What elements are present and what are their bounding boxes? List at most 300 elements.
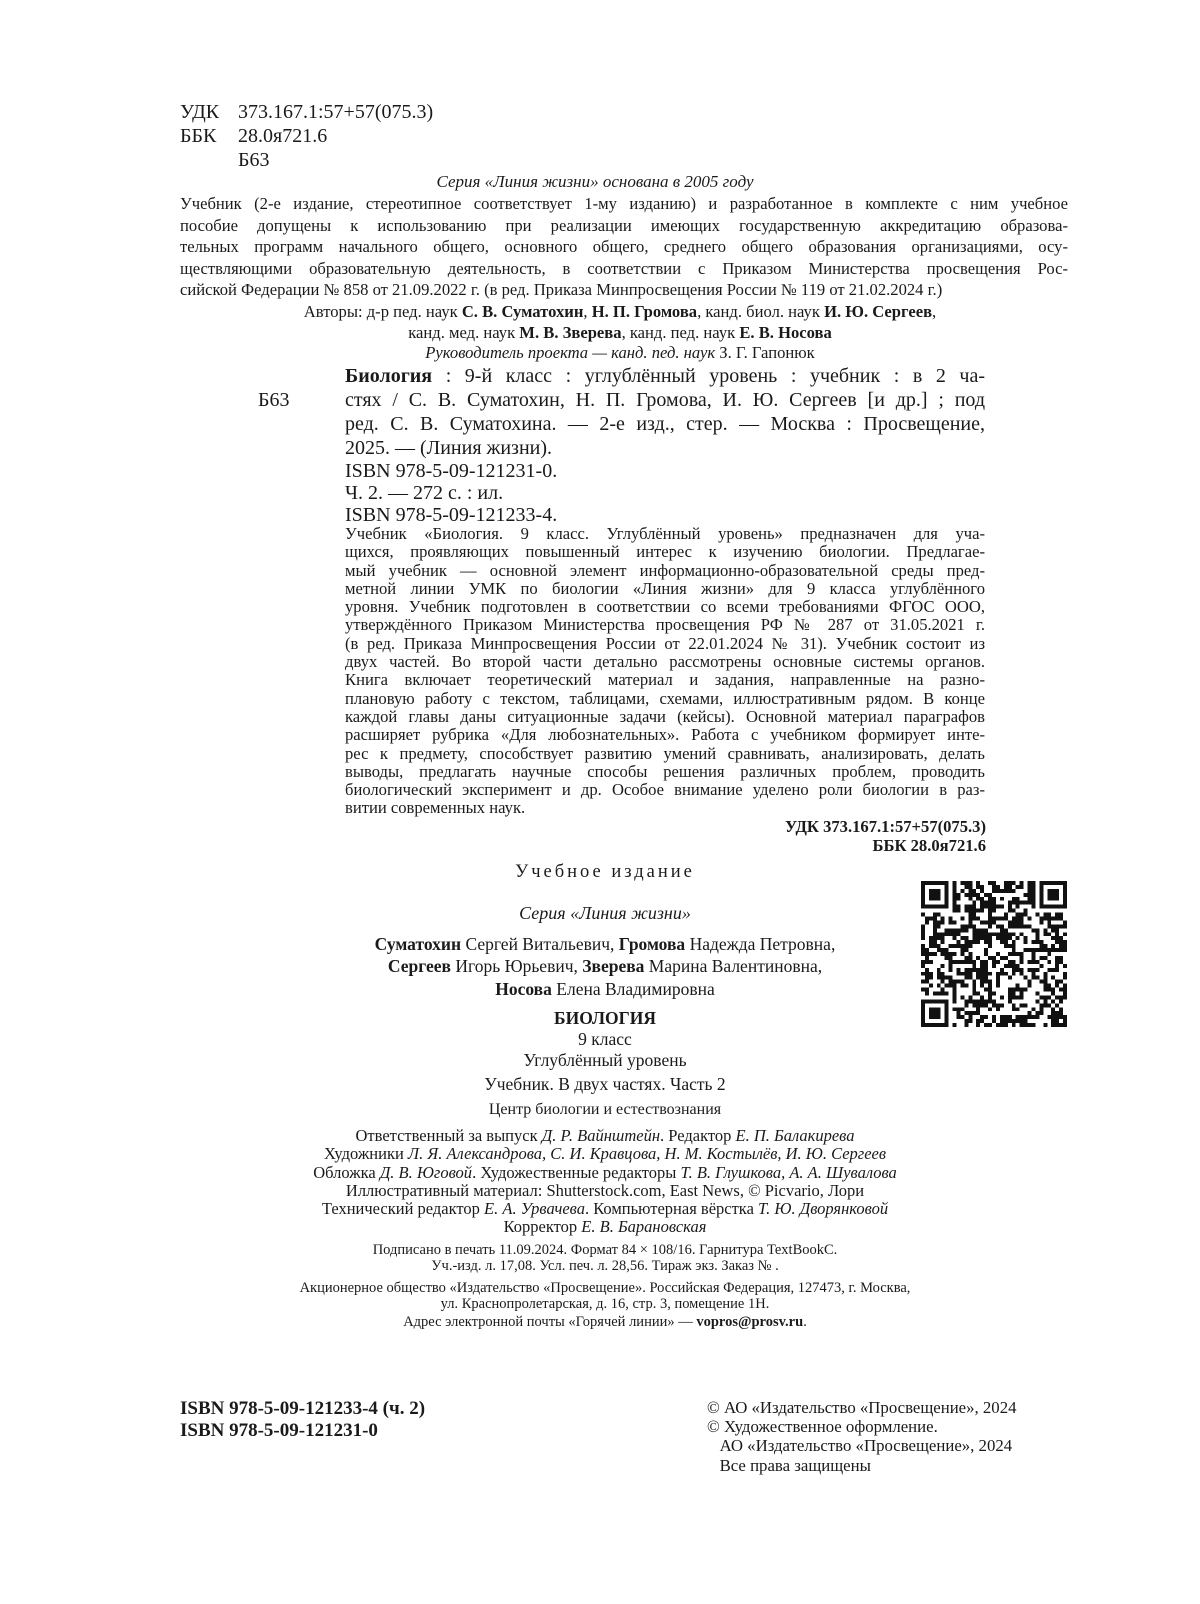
qr-module: [1028, 1011, 1032, 1015]
qr-module: [929, 936, 933, 940]
qr-module: [960, 952, 964, 956]
qr-module: [1051, 1011, 1055, 1015]
qr-module: [960, 1007, 964, 1011]
qr-module: [1047, 988, 1051, 992]
qr-module: [929, 976, 933, 980]
qr-module: [1028, 893, 1032, 897]
qr-module: [992, 901, 996, 905]
qr-module: [945, 984, 949, 988]
qr-module: [1043, 905, 1047, 909]
text-segment: Елена Владимировна: [551, 978, 715, 999]
qr-module: [1016, 1007, 1020, 1011]
qr-module: [1035, 948, 1039, 952]
qr-module: [964, 972, 968, 976]
qr-module: [1016, 988, 1020, 992]
qr-module: [988, 988, 992, 992]
qr-module: [968, 1019, 972, 1023]
qr-module: [921, 928, 925, 932]
qr-module: [1031, 889, 1035, 893]
qr-module: [953, 889, 957, 893]
qr-module: [925, 972, 929, 976]
qr-module: [1059, 913, 1063, 917]
qr-module: [937, 924, 941, 928]
qr-module: [1047, 881, 1051, 885]
qr-module: [1051, 1019, 1055, 1023]
qr-code[interactable]: [920, 881, 1068, 1027]
qr-module: [941, 988, 945, 992]
qr-module: [1004, 936, 1008, 940]
qr-module: [1047, 968, 1051, 972]
qr-module: [945, 905, 949, 909]
qr-module: [988, 980, 992, 984]
qr-module: [1031, 976, 1035, 980]
qr-module: [1055, 964, 1059, 968]
qr-module: [921, 1003, 925, 1007]
qr-module: [937, 889, 941, 893]
qr-module: [1004, 932, 1008, 936]
qr-module: [972, 964, 976, 968]
text-line: тельных программ начального общего, основного общего, среднего общего образования организациями, осу-: [180, 237, 1068, 257]
text-line: уровня. Учебник подготовлен в соответствии со всеми требованиями ФГОС ООО,: [345, 597, 985, 617]
qr-module: [1012, 1007, 1016, 1011]
text-segment: Сергеев: [387, 956, 451, 977]
qr-module: [1055, 905, 1059, 909]
qr-module: [957, 893, 961, 897]
qr-module: [1012, 901, 1016, 905]
book-level: Углублённый уровень: [523, 1050, 687, 1070]
qr-module: [984, 932, 988, 936]
qr-module: [1043, 944, 1047, 948]
qr-module: [1063, 972, 1067, 976]
qr-module: [1008, 1019, 1012, 1023]
qr-module: [1063, 881, 1067, 885]
qr-module: [1043, 956, 1047, 960]
qr-module: [1063, 948, 1067, 952]
qr-module: [976, 881, 980, 885]
qr-module: [1063, 1015, 1067, 1019]
qr-module: [1063, 920, 1067, 924]
text-line: УДК 373.167.1:57+57(075.3): [784, 817, 986, 836]
qr-module: [937, 932, 941, 936]
qr-module: [1028, 881, 1032, 885]
qr-module: [1059, 944, 1063, 948]
text-segment: Л. Я. Александрова, С. И. Кравцова, Н. М. Костылёв, И. Ю. Сергеев: [407, 1144, 887, 1164]
text-segment: И. Ю. Сергеев: [824, 302, 933, 321]
qr-module: [957, 1011, 961, 1015]
qr-module: [976, 917, 980, 921]
qr-module: [968, 905, 972, 909]
qr-module: [1059, 999, 1063, 1003]
qr-module: [960, 948, 964, 952]
qr-module: [968, 999, 972, 1003]
qr-module: [953, 984, 957, 988]
qr-module: [921, 924, 925, 928]
qr-module: [1051, 924, 1055, 928]
qr-module: [1047, 893, 1051, 897]
qr-module: [968, 1011, 972, 1015]
qr-module: [992, 881, 996, 885]
qr-module: [1008, 1015, 1012, 1019]
qr-module: [1004, 913, 1008, 917]
qr-module: [949, 917, 953, 921]
qr-module: [1043, 995, 1047, 999]
qr-module: [1024, 936, 1028, 940]
qr-module: [1035, 999, 1039, 1003]
text-line: Учебник «Биология. 9 класс. Углублённый уровень» предназначен для уча-: [345, 524, 985, 543]
qr-module: [972, 909, 976, 913]
qr-module: [976, 999, 980, 1003]
text-line: [200, 1314, 1010, 1330]
qr-module: [980, 976, 984, 980]
qr-module: [1055, 913, 1059, 917]
qr-module: [988, 909, 992, 913]
qr-module: [996, 889, 1000, 893]
qr-module: [992, 964, 996, 968]
qr-module: [1012, 991, 1016, 995]
qr-module: [968, 960, 972, 964]
qr-module: [945, 901, 949, 905]
qr-module: [1031, 885, 1035, 889]
qr-module: [925, 917, 929, 921]
qr-module: [1012, 964, 1016, 968]
qr-module: [972, 924, 976, 928]
qr-module: [953, 885, 957, 889]
qr-module: [921, 901, 925, 905]
qr-module: [1055, 940, 1059, 944]
qr-module: [968, 968, 972, 972]
text-segment: Обложка: [313, 1162, 380, 1182]
qr-module: [992, 991, 996, 995]
qr-module: [984, 976, 988, 980]
qr-module: [949, 976, 953, 980]
qr-module: [957, 905, 961, 909]
qr-module: [984, 893, 988, 897]
qr-module: [1028, 984, 1032, 988]
qr-module: [972, 968, 976, 972]
qr-module: [941, 881, 945, 885]
qr-module: [1012, 920, 1016, 924]
qr-module: [1004, 964, 1008, 968]
qr-module: [980, 905, 984, 909]
qr-module: [1043, 972, 1047, 976]
text-segment: Е. А. Урвачева: [484, 1199, 585, 1219]
qr-module: [933, 1007, 937, 1011]
qr-module: [1051, 1015, 1055, 1019]
qr-module: [988, 972, 992, 976]
qr-module: [1059, 924, 1063, 928]
text-segment: . Художественные редакторы: [472, 1162, 681, 1182]
text-line: [200, 1200, 1010, 1218]
qr-module: [1035, 932, 1039, 936]
qr-module: [945, 1003, 949, 1007]
qr-module: [1063, 905, 1067, 909]
qr-module: [933, 991, 937, 995]
qr-module: [929, 917, 933, 921]
qr-module: [1020, 972, 1024, 976]
qr-module: [960, 995, 964, 999]
qr-module: [1028, 948, 1032, 952]
qr-module: [1008, 952, 1012, 956]
qr-module: [968, 909, 972, 913]
qr-module: [929, 1007, 933, 1011]
qr-module: [1000, 968, 1004, 972]
qr-module: [945, 1023, 949, 1027]
qr-module: [937, 1015, 941, 1019]
qr-module: [1059, 988, 1063, 992]
qr-module: [921, 972, 925, 976]
qr-module: [988, 995, 992, 999]
text-line: биологический эксперимент и др. Особое внимание уделено роли биологии в раз-: [345, 780, 985, 800]
qr-module: [1055, 881, 1059, 885]
qr-module: [980, 936, 984, 940]
qr-module: [921, 1007, 925, 1011]
qr-module: [937, 968, 941, 972]
qr-module: [964, 984, 968, 988]
qr-module: [1063, 1023, 1067, 1027]
qr-module: [921, 893, 925, 897]
qr-module: [968, 913, 972, 917]
qr-module: [1047, 932, 1051, 936]
qr-module: [953, 944, 957, 948]
qr-module: [1039, 995, 1043, 999]
qr-module: [1004, 944, 1008, 948]
qr-module: [1020, 885, 1024, 889]
qr-module: [929, 999, 933, 1003]
qr-module: [960, 936, 964, 940]
print-details: [200, 1243, 1010, 1275]
qr-module: [1012, 952, 1016, 956]
text-line: ISBN 978-5-09-121233-4 (ч. 2): [180, 1398, 426, 1419]
text-segment: ,: [932, 302, 937, 321]
text-line: [345, 364, 985, 388]
qr-module: [933, 917, 937, 921]
text-segment: Надежда Петровна,: [685, 934, 836, 954]
qr-module: [1008, 999, 1012, 1003]
qr-module: [1031, 948, 1035, 952]
qr-module: [992, 999, 996, 1003]
qr-module: [1031, 952, 1035, 956]
qr-module: [984, 952, 988, 956]
text-segment: Суматохин: [374, 934, 462, 954]
editorial-center: Центр биологии и естествознания: [488, 1101, 722, 1118]
qr-module: [1051, 928, 1055, 932]
qr-module: [964, 960, 968, 964]
qr-module: [1047, 995, 1051, 999]
qr-module: [1039, 940, 1043, 944]
qr-module: [976, 1019, 980, 1023]
text-segment: Руководитель проекта — канд. пед. наук: [425, 343, 720, 362]
qr-module: [1063, 988, 1067, 992]
qr-module: [980, 980, 984, 984]
text-segment: Ответственный за выпуск: [355, 1126, 542, 1145]
qr-module: [968, 885, 972, 889]
qr-module: [1043, 917, 1047, 921]
text-line: сийской Федерации № 858 от 21.09.2022 г. (в ред. Приказа Минпросвещения России № 119 от 21.02.2024 г.): [180, 280, 943, 300]
qr-module: [1051, 976, 1055, 980]
qr-module: [1035, 928, 1039, 932]
qr-module: [988, 1007, 992, 1011]
qr-module: [1000, 940, 1004, 944]
qr-module: [972, 980, 976, 984]
qr-module: [988, 932, 992, 936]
qr-module: [964, 1003, 968, 1007]
qr-module: [972, 940, 976, 944]
qr-module: [976, 897, 980, 901]
qr-module: [941, 980, 945, 984]
qr-module: [925, 948, 929, 952]
text-line: ISBN 978-5-09-121233-4.: [345, 504, 558, 526]
text-line: [200, 1182, 1010, 1200]
qr-module: [1031, 901, 1035, 905]
qr-module: [953, 1023, 957, 1027]
qr-module: [937, 991, 941, 995]
qr-module: [976, 991, 980, 995]
qr-module: [1024, 1015, 1028, 1019]
text-line: [300, 955, 910, 977]
qr-module: [964, 909, 968, 913]
qr-module: [988, 913, 992, 917]
qr-module: [1059, 956, 1063, 960]
qr-module: [1063, 897, 1067, 901]
qr-module: [960, 928, 964, 932]
text-line: выводы, предлагать научные способы решения различных проблем, проводить: [345, 761, 985, 781]
qr-module: [1012, 932, 1016, 936]
qr-module: [996, 980, 1000, 984]
qr-module: [960, 924, 964, 928]
qr-module: [933, 920, 937, 924]
qr-module: [1043, 976, 1047, 980]
qr-module: [1039, 1003, 1043, 1007]
qr-module: [1012, 940, 1016, 944]
qr-module: [921, 944, 925, 948]
udk-value: 373.167.1:57+57(075.3): [238, 101, 434, 123]
qr-module: [1020, 995, 1024, 999]
qr-module: [1016, 1015, 1020, 1019]
qr-module: [1008, 988, 1012, 992]
qr-module: [921, 881, 925, 885]
qr-module: [996, 984, 1000, 988]
qr-module: [1039, 881, 1043, 885]
qr-module: [1035, 936, 1039, 940]
qr-module: [953, 920, 957, 924]
qr-module: [953, 960, 957, 964]
qr-module: [1031, 928, 1035, 932]
qr-module: [1031, 881, 1035, 885]
qr-module: [1035, 940, 1039, 944]
text-segment: канд. мед. наук: [408, 323, 520, 342]
text-segment: , канд. пед. наук: [621, 323, 740, 342]
qr-module: [1063, 901, 1067, 905]
authors-full-names: [300, 933, 910, 1000]
qr-module: [1024, 940, 1028, 944]
text-line: [345, 412, 985, 436]
qr-module: [1039, 1011, 1043, 1015]
text-segment: vopros@prosv.ru: [696, 1314, 804, 1330]
qr-module: [929, 1011, 933, 1015]
text-segment: Иллюстративный материал: Shutterstock.com, East News, © Picvario, Лори: [345, 1180, 865, 1200]
text-segment: Е. П. Балакирева: [735, 1126, 855, 1145]
qr-module: [964, 944, 968, 948]
qr-module: [953, 991, 957, 995]
qr-module: [980, 1003, 984, 1007]
qr-module: [960, 960, 964, 964]
qr-module: [953, 932, 957, 936]
qr-module: [1028, 889, 1032, 893]
qr-module: [1024, 976, 1028, 980]
qr-module: [992, 885, 996, 889]
qr-module: [1047, 913, 1051, 917]
copyright-block: [707, 1398, 1016, 1475]
text-segment: ,: [583, 302, 592, 321]
bibliographic-mark: Б63: [258, 389, 290, 411]
qr-module: [921, 988, 925, 992]
qr-module: [1028, 901, 1032, 905]
text-line: каждой главы даны ситуационные задачи (кейсы). Основной материал параграфов: [345, 706, 985, 726]
qr-module: [964, 976, 968, 980]
qr-module: [996, 960, 1000, 964]
text-line: (в ред. Приказа Минпросвещения России от 22.01.2024 № 31). Учебник состоит из: [345, 633, 985, 653]
qr-module: [1047, 889, 1051, 893]
qr-module: [988, 944, 992, 948]
qr-module: [1000, 897, 1004, 901]
text-segment: стях / С. В. Суматохин, Н. П. Громова, И. Ю. Сергеев [и др.] ; под: [345, 389, 985, 411]
qr-module: [929, 1015, 933, 1019]
qr-module: [972, 905, 976, 909]
qr-module: [941, 932, 945, 936]
qr-module: [1020, 924, 1024, 928]
qr-module: [933, 913, 937, 917]
qr-module: [1059, 905, 1063, 909]
qr-module: [1055, 924, 1059, 928]
qr-module: [976, 928, 980, 932]
qr-module: [933, 897, 937, 901]
qr-module: [1016, 995, 1020, 999]
book-title-block: [300, 1008, 910, 1071]
qr-module: [968, 889, 972, 893]
qr-module: [1039, 1007, 1043, 1011]
hotline-email: [200, 1314, 1010, 1330]
qr-module: [972, 988, 976, 992]
qr-module: [1059, 1011, 1063, 1015]
qr-module: [1012, 988, 1016, 992]
qr-module: [1063, 984, 1067, 988]
qr-module: [937, 905, 941, 909]
qr-module: [968, 972, 972, 976]
qr-module: [1047, 920, 1051, 924]
text-segment: Громова: [618, 934, 686, 954]
text-segment: Художники: [323, 1144, 408, 1164]
text-segment: Технический редактор: [321, 1199, 485, 1219]
text-line: [200, 1145, 1010, 1163]
udk-bbk-header: [180, 100, 433, 172]
qr-module: [972, 889, 976, 893]
qr-module: [933, 944, 937, 948]
text-line: Акционерное общество «Издательство «Просвещение». Российская Федерация, 127473, г. Москва,: [299, 1280, 911, 1296]
qr-module: [980, 909, 984, 913]
authors-block: [180, 301, 1060, 343]
qr-module: [1020, 952, 1024, 956]
qr-module: [964, 1019, 968, 1023]
qr-module: [1035, 1011, 1039, 1015]
qr-module: [1016, 952, 1020, 956]
qr-module: [957, 932, 961, 936]
qr-module: [992, 909, 996, 913]
qr-module: [964, 948, 968, 952]
qr-module: [988, 920, 992, 924]
qr-module: [921, 897, 925, 901]
text-line: двух частей. Во второй части детально рассмотрены основные системы органов.: [345, 652, 985, 672]
qr-module: [941, 917, 945, 921]
